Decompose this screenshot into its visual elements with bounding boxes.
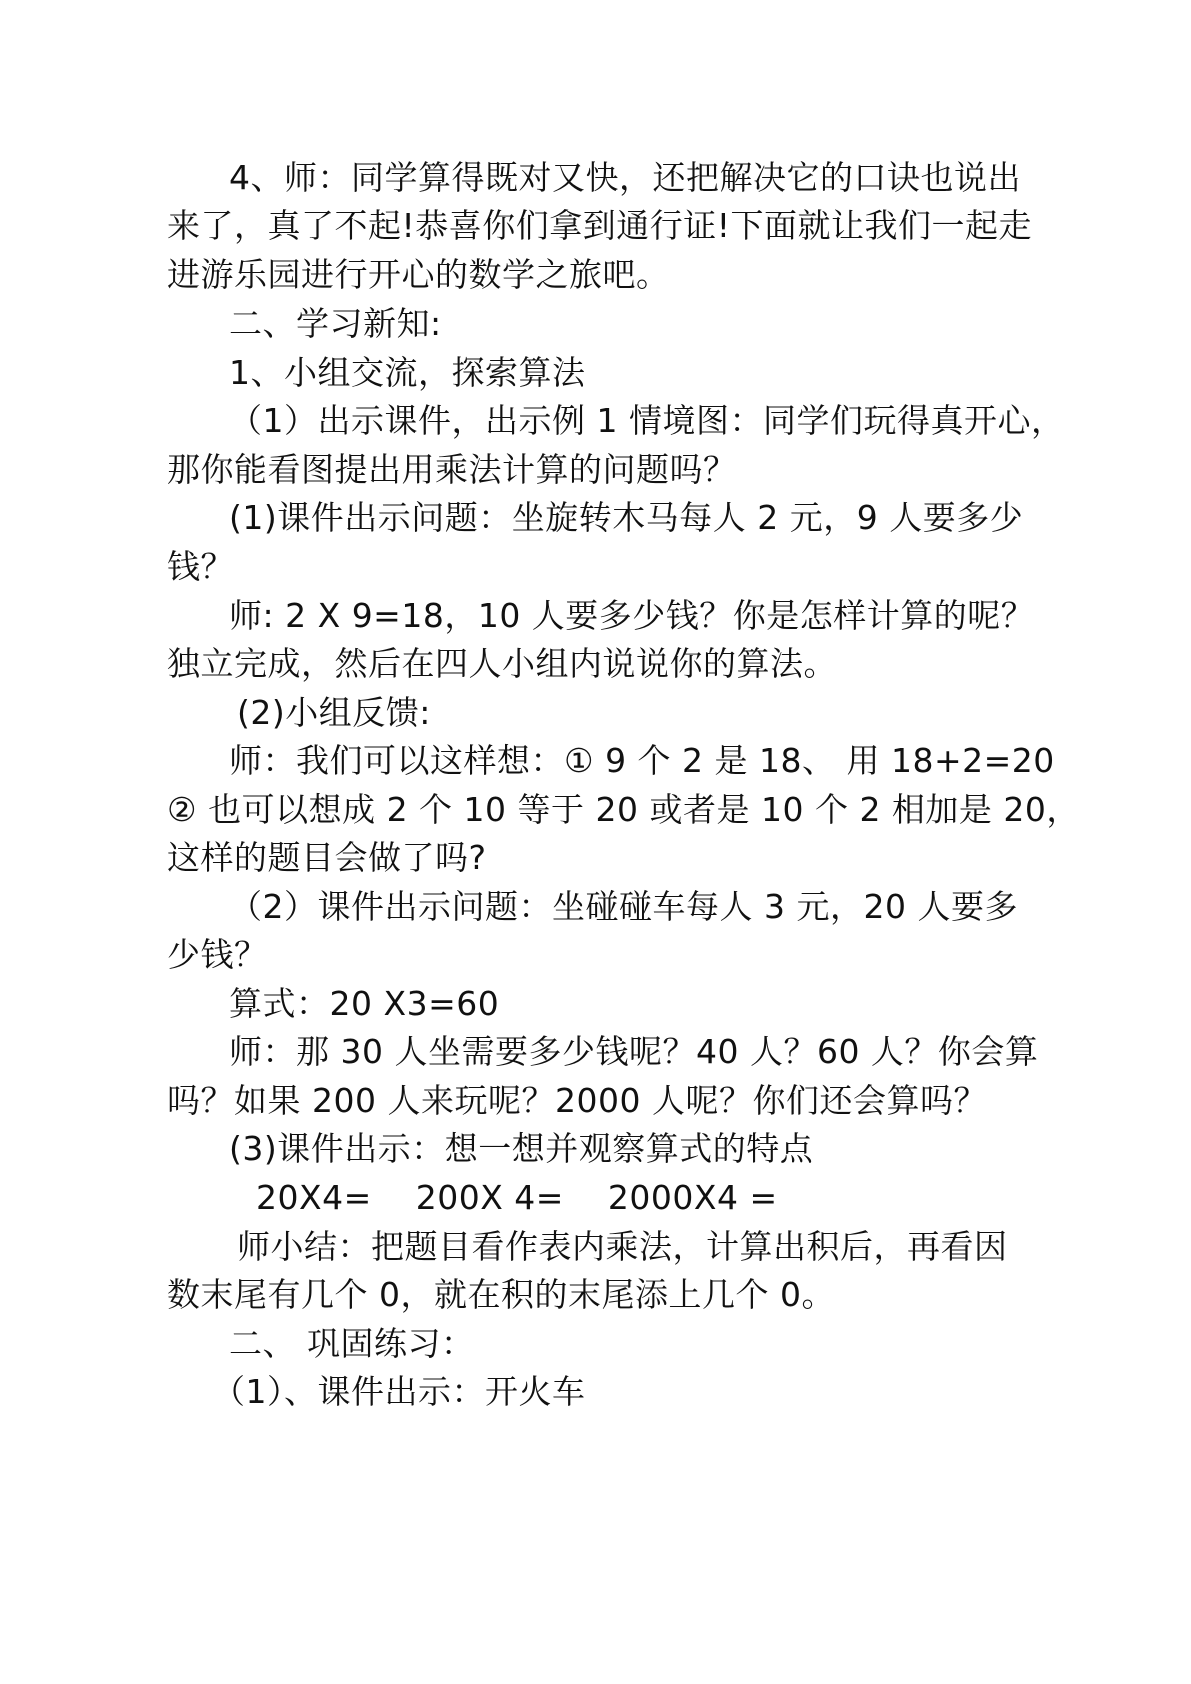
text-line: 师小结：把题目看作表内乘法，计算出积后，再看因 [237,1227,1008,1266]
text-line: 这样的题目会做了吗? [167,838,487,877]
text-line: 算式：20 X3=60 [229,984,500,1023]
text-line: （2）课件出示问题：坐碰碰车每人 3 元，20 人要多 [229,887,1018,926]
text-line: (2)小组反馈: [237,693,431,732]
text-line: (1)课件出示问题：坐旋转木马每人 2 元，9 人要多少 [229,498,1024,537]
text-line: （1）出示课件，出示例 1 情境图：同学们玩得真开心， [229,401,1065,440]
text-line: ② 也可以想成 2 个 10 等于 20 或者是 10 个 2 相加是 20， [167,790,1080,829]
text-line: 进游乐园进行开心的数学之旅吧。 [167,255,670,294]
section-heading: 二、 巩固练习： [229,1324,475,1363]
text-line: 师：那 30 人坐需要多少钱呢？40 人？60 人？你会算 [229,1032,1039,1071]
text-line: 师: 2 X 9=18，10 人要多少钱？你是怎样计算的呢？ [229,596,1035,635]
text-line: 1、小组交流，探索算法 [229,353,586,392]
text-line: 数末尾有几个 0，就在积的末尾添上几个 0。 [167,1275,835,1314]
text-line: 独立完成，然后在四人小组内说说你的算法。 [167,644,837,683]
text-line: 师：我们可以这样想：① 9 个 2 是 18、 用 18+2=20 [229,741,1055,780]
text-line: (3)课件出示：想一想并观察算式的特点 [229,1129,814,1168]
text-line: 来了，真了不起!恭喜你们拿到通行证!下面就让我们一起走 [167,206,1032,245]
text-line: 钱？ [167,547,234,586]
text-line: 4、师：同学算得既对又快，还把解决它的口诀也说出 [229,158,1021,197]
text-line: 少钱？ [167,935,268,974]
text-line: 那你能看图提出用乘法计算的问题吗？ [167,450,737,489]
text-line: （1）、课件出示：开火车 [212,1372,586,1411]
text-line: 20X4= 200X 4= 2000X4 = [256,1178,778,1217]
section-heading: 二、学习新知: [229,304,442,343]
text-line: 吗？如果 200 人来玩呢？2000 人呢？你们还会算吗？ [167,1081,987,1120]
